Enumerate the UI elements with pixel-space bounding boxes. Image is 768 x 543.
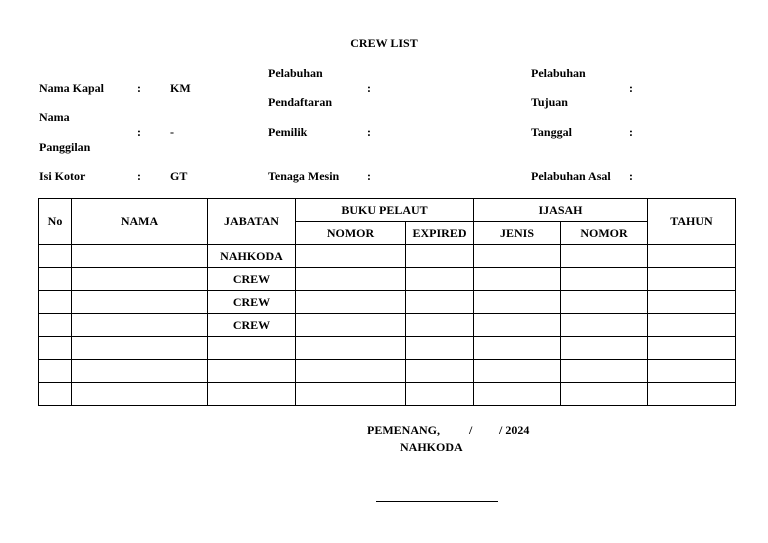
cell-jenis [474, 314, 561, 337]
cell-jenis [474, 337, 561, 360]
nama-panggilan-colon: : [137, 125, 141, 139]
cell-jabatan [208, 360, 296, 383]
pelabuhan-pendaftaran-colon: : [367, 81, 371, 95]
cell-no [39, 291, 72, 314]
cell-jenis [474, 360, 561, 383]
cell-jabatan: CREW [208, 268, 296, 291]
cell-jenis [474, 291, 561, 314]
cell-nomor-bp [296, 337, 406, 360]
tanggal-colon: : [629, 125, 633, 139]
pelabuhan-pendaftaran-label-line1: Pelabuhan [268, 66, 323, 80]
cell-nama [72, 383, 208, 406]
header-tahun: TAHUN [648, 199, 736, 245]
cell-jenis [474, 383, 561, 406]
cell-expired [406, 291, 474, 314]
pelabuhan-asal-label: Pelabuhan Asal [531, 169, 611, 183]
cell-nomor-ijasah [561, 314, 648, 337]
nama-panggilan-label-line1: Nama [39, 110, 70, 124]
cell-nomor-ijasah [561, 291, 648, 314]
cell-expired [406, 337, 474, 360]
tenaga-mesin-colon: : [367, 169, 371, 183]
pelabuhan-tujuan-label-line1: Pelabuhan [531, 66, 586, 80]
cell-nomor-ijasah [561, 268, 648, 291]
cell-expired [406, 360, 474, 383]
crew-table [38, 198, 736, 406]
cell-no [39, 383, 72, 406]
cell-nomor-bp [296, 314, 406, 337]
cell-tahun [648, 360, 736, 383]
cell-jabatan: NAHKODA [208, 245, 296, 268]
nama-kapal-label: Nama Kapal [39, 81, 105, 95]
cell-expired [406, 268, 474, 291]
header-no: No [39, 199, 72, 245]
header-nomor-ijasah: NOMOR [561, 222, 648, 245]
header-jabatan: JABATAN [208, 199, 296, 245]
cell-nama [72, 337, 208, 360]
pelabuhan-asal-colon: : [629, 169, 633, 183]
cell-jabatan [208, 337, 296, 360]
cell-tahun [648, 268, 736, 291]
pelabuhan-pendaftaran-label-line2: Pendaftaran [268, 95, 332, 109]
header-expired: EXPIRED [406, 222, 474, 245]
cell-tahun [648, 383, 736, 406]
header-nama: NAMA [72, 199, 208, 245]
cell-nomor-bp [296, 245, 406, 268]
table-row [39, 268, 736, 291]
cell-nama [72, 291, 208, 314]
cell-tahun [648, 314, 736, 337]
signature-place: PEMENANG, [367, 423, 440, 437]
cell-expired [406, 245, 474, 268]
isi-kotor-colon: : [137, 169, 141, 183]
cell-nama [72, 268, 208, 291]
tanggal-label: Tanggal [531, 125, 572, 139]
cell-expired [406, 383, 474, 406]
pemilik-label: Pemilik [268, 125, 308, 139]
cell-nomor-bp [296, 268, 406, 291]
pemilik-colon: : [367, 125, 371, 139]
nama-kapal-value: KM [170, 81, 191, 95]
nama-panggilan-value: - [170, 125, 174, 139]
cell-expired [406, 314, 474, 337]
cell-tahun [648, 245, 736, 268]
table-row [39, 291, 736, 314]
cell-no [39, 268, 72, 291]
cell-jabatan: CREW [208, 291, 296, 314]
nama-kapal-colon: : [137, 81, 141, 95]
tenaga-mesin-label: Tenaga Mesin [268, 169, 340, 183]
cell-nama [72, 245, 208, 268]
isi-kotor-label: Isi Kotor [39, 169, 86, 183]
header-buku-pelaut: BUKU PELAUT [296, 199, 474, 222]
cell-nomor-bp [296, 360, 406, 383]
table-row [39, 314, 736, 337]
cell-tahun [648, 337, 736, 360]
cell-nomor-ijasah [561, 337, 648, 360]
cell-no [39, 360, 72, 383]
pelabuhan-tujuan-colon: : [629, 81, 633, 95]
pelabuhan-tujuan-label-line2: Tujuan [531, 95, 568, 109]
table-row [39, 337, 736, 360]
cell-nomor-ijasah [561, 360, 648, 383]
cell-nomor-ijasah [561, 245, 648, 268]
cell-no [39, 337, 72, 360]
cell-jabatan [208, 383, 296, 406]
table-row [39, 383, 736, 406]
signature-line [376, 501, 498, 502]
cell-no [39, 314, 72, 337]
header-jenis: JENIS [474, 222, 561, 245]
signature-date-slash: / [469, 423, 473, 437]
cell-nomor-ijasah [561, 383, 648, 406]
nama-panggilan-label-line2: Panggilan [39, 140, 91, 154]
cell-jenis [474, 245, 561, 268]
isi-kotor-value: GT [170, 169, 188, 183]
cell-nama [72, 360, 208, 383]
header-ijasah: IJASAH [474, 199, 648, 222]
signature-role: NAHKODA [400, 440, 463, 454]
table-row [39, 360, 736, 383]
cell-no [39, 245, 72, 268]
cell-jabatan: CREW [208, 314, 296, 337]
table-row [39, 245, 736, 268]
cell-nama [72, 314, 208, 337]
document-title: CREW LIST [350, 36, 418, 50]
cell-jenis [474, 268, 561, 291]
cell-tahun [648, 291, 736, 314]
signature-year: / 2024 [499, 423, 530, 437]
header-nomor-buku-pelaut: NOMOR [296, 222, 406, 245]
cell-nomor-bp [296, 383, 406, 406]
cell-nomor-bp [296, 291, 406, 314]
